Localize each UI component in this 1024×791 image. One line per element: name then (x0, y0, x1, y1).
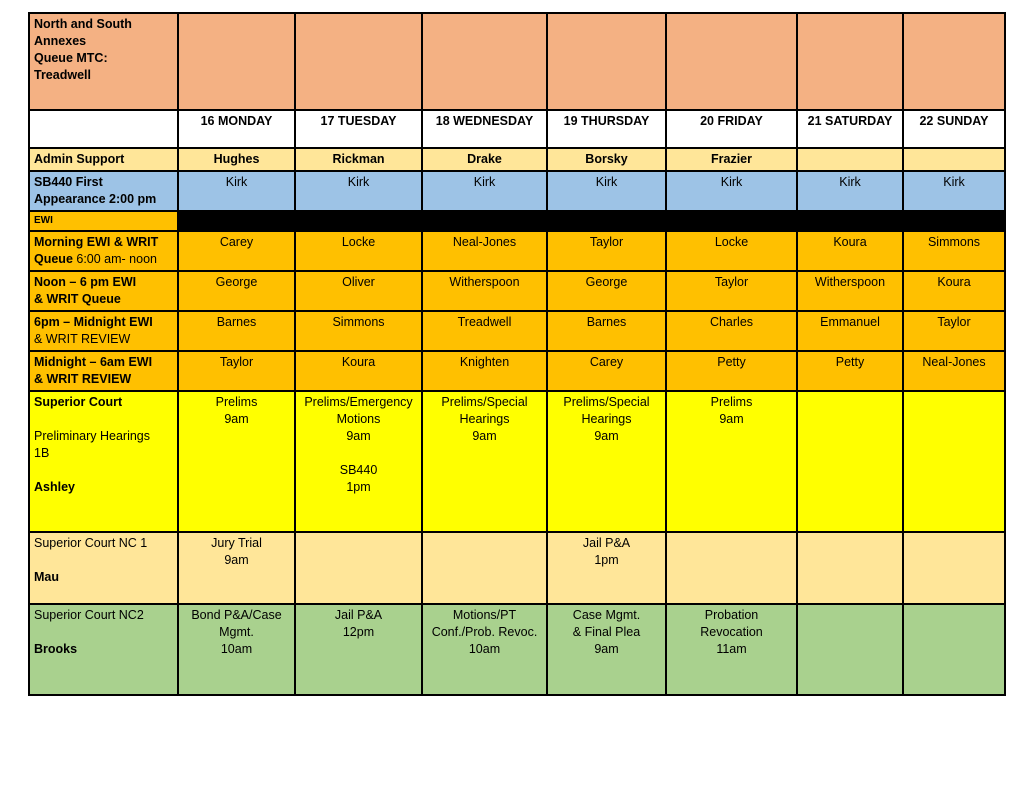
schedule-title: North and South Annexes Queue MTC: Treadwell (29, 13, 178, 110)
schedule-cell: Drake (422, 148, 547, 171)
superior-court-nc2-row (29, 604, 1005, 695)
schedule-cell (422, 532, 547, 604)
schedule-cell: Rickman (295, 148, 422, 171)
schedule-cell: Koura (295, 351, 422, 391)
header-blank-cell (295, 13, 422, 110)
schedule-cell: Jury Trial 9am (178, 532, 295, 604)
court-name: Superior Court NC2 (34, 608, 144, 622)
divider-cell (797, 211, 903, 231)
ewi-divider-row (29, 211, 1005, 231)
schedule-cell: Petty (666, 351, 797, 391)
schedule-cell: Motions/PT Conf./Prob. Revoc. 10am (422, 604, 547, 695)
schedule-cell (797, 391, 903, 532)
schedule-cell: Locke (666, 231, 797, 271)
judge-name: Ashley (34, 480, 75, 494)
schedule-cell: Hughes (178, 148, 295, 171)
divider-cell (295, 211, 422, 231)
schedule-cell (903, 604, 1005, 695)
schedule-cell: Prelims/Emergency Motions 9am SB440 1pm (295, 391, 422, 532)
schedule-cell: Neal-Jones (422, 231, 547, 271)
schedule-cell (666, 532, 797, 604)
schedule-cell: Prelims/Special Hearings 9am (422, 391, 547, 532)
schedule-cell: Simmons (295, 311, 422, 351)
schedule-cell: Kirk (797, 171, 903, 211)
header-blank-cell (178, 13, 295, 110)
schedule-cell: Borsky (547, 148, 666, 171)
superior-court-row (29, 391, 1005, 532)
schedule-table (28, 12, 1006, 696)
noon-ewi-row (29, 271, 1005, 311)
schedule-cell: Frazier (666, 148, 797, 171)
schedule-cell: Kirk (666, 171, 797, 211)
admin-support-row (29, 148, 1005, 171)
schedule-cell: Witherspoon (422, 271, 547, 311)
day-header: 20 FRIDAY (666, 110, 797, 148)
court-detail: Preliminary Hearings 1B (34, 429, 151, 460)
sb440-row (29, 171, 1005, 211)
judge-name: Mau (34, 570, 59, 584)
judge-name: Brooks (34, 642, 78, 656)
court-name: Superior Court NC 1 (34, 536, 148, 550)
schedule-cell: Kirk (295, 171, 422, 211)
row-label-normal: & WRIT REVIEW (34, 332, 131, 346)
schedule-cell: Prelims 9am (666, 391, 797, 532)
row-label: Noon – 6 pm EWI & WRIT Queue (29, 271, 178, 311)
schedule-cell: Knighten (422, 351, 547, 391)
row-label: EWI (29, 211, 178, 231)
schedule-cell: Carey (178, 231, 295, 271)
row-label: Admin Support (29, 148, 178, 171)
court-name: Superior Court (34, 395, 123, 409)
header-blank-cell (547, 13, 666, 110)
days-row-blank-cell (29, 110, 178, 148)
divider-cell (547, 211, 666, 231)
schedule-cell: Barnes (178, 311, 295, 351)
schedule-cell: Carey (547, 351, 666, 391)
schedule-cell: Bond P&A/Case Mgmt. 10am (178, 604, 295, 695)
schedule-cell: Koura (903, 271, 1005, 311)
row-label (29, 391, 178, 532)
schedule-cell: Charles (666, 311, 797, 351)
superior-court-nc1-row (29, 532, 1005, 604)
schedule-cell: Neal-Jones (903, 351, 1005, 391)
schedule-cell: Kirk (903, 171, 1005, 211)
row-label (29, 604, 178, 695)
header-blank-cell (422, 13, 547, 110)
header-blank-cell (797, 13, 903, 110)
row-label (29, 532, 178, 604)
schedule-cell: Taylor (547, 231, 666, 271)
day-header: 21 SATURDAY (797, 110, 903, 148)
schedule-cell (797, 532, 903, 604)
schedule-cell: Kirk (178, 171, 295, 211)
schedule-cell (903, 148, 1005, 171)
row-label: SB440 First Appearance 2:00 pm (29, 171, 178, 211)
schedule-cell (797, 604, 903, 695)
row-label (29, 311, 178, 351)
day-header: 18 WEDNESDAY (422, 110, 547, 148)
schedule-cell (797, 148, 903, 171)
schedule-cell (903, 391, 1005, 532)
schedule-cell (295, 532, 422, 604)
midnight-ewi-row (29, 351, 1005, 391)
schedule-cell: Treadwell (422, 311, 547, 351)
divider-cell (422, 211, 547, 231)
schedule-cell: Barnes (547, 311, 666, 351)
divider-cell (666, 211, 797, 231)
header-blank-cell (666, 13, 797, 110)
day-header: 17 TUESDAY (295, 110, 422, 148)
schedule-cell: George (178, 271, 295, 311)
schedule-cell: Jail P&A 12pm (295, 604, 422, 695)
row-label-bold: 6pm – Midnight EWI (34, 315, 153, 329)
schedule-cell: Kirk (422, 171, 547, 211)
divider-cell (178, 211, 295, 231)
schedule-cell: Prelims/Special Hearings 9am (547, 391, 666, 532)
schedule-cell: Taylor (178, 351, 295, 391)
schedule-cell: Witherspoon (797, 271, 903, 311)
schedule-cell: George (547, 271, 666, 311)
schedule-cell: Jail P&A 1pm (547, 532, 666, 604)
divider-cell (903, 211, 1005, 231)
schedule-cell: Kirk (547, 171, 666, 211)
schedule-cell: Oliver (295, 271, 422, 311)
schedule-cell (903, 532, 1005, 604)
schedule-cell: Petty (797, 351, 903, 391)
schedule-cell: Emmanuel (797, 311, 903, 351)
schedule-cell: Locke (295, 231, 422, 271)
schedule-cell: Prelims 9am (178, 391, 295, 532)
days-row (29, 110, 1005, 148)
header-row (29, 13, 1005, 110)
schedule-cell: Simmons (903, 231, 1005, 271)
header-blank-cell (903, 13, 1005, 110)
day-header: 19 THURSDAY (547, 110, 666, 148)
row-label (29, 231, 178, 271)
row-label: Midnight – 6am EWI & WRIT REVIEW (29, 351, 178, 391)
evening-ewi-row (29, 311, 1005, 351)
schedule-cell: Koura (797, 231, 903, 271)
day-header: 22 SUNDAY (903, 110, 1005, 148)
schedule-cell: Probation Revocation 11am (666, 604, 797, 695)
row-label-bold: Morning EWI & WRIT Queue (34, 235, 159, 266)
day-header: 16 MONDAY (178, 110, 295, 148)
schedule-cell: Taylor (903, 311, 1005, 351)
morning-ewi-row (29, 231, 1005, 271)
row-label-time: 6:00 am- noon (72, 252, 157, 266)
schedule-cell: Taylor (666, 271, 797, 311)
schedule-cell: Case Mgmt. & Final Plea 9am (547, 604, 666, 695)
